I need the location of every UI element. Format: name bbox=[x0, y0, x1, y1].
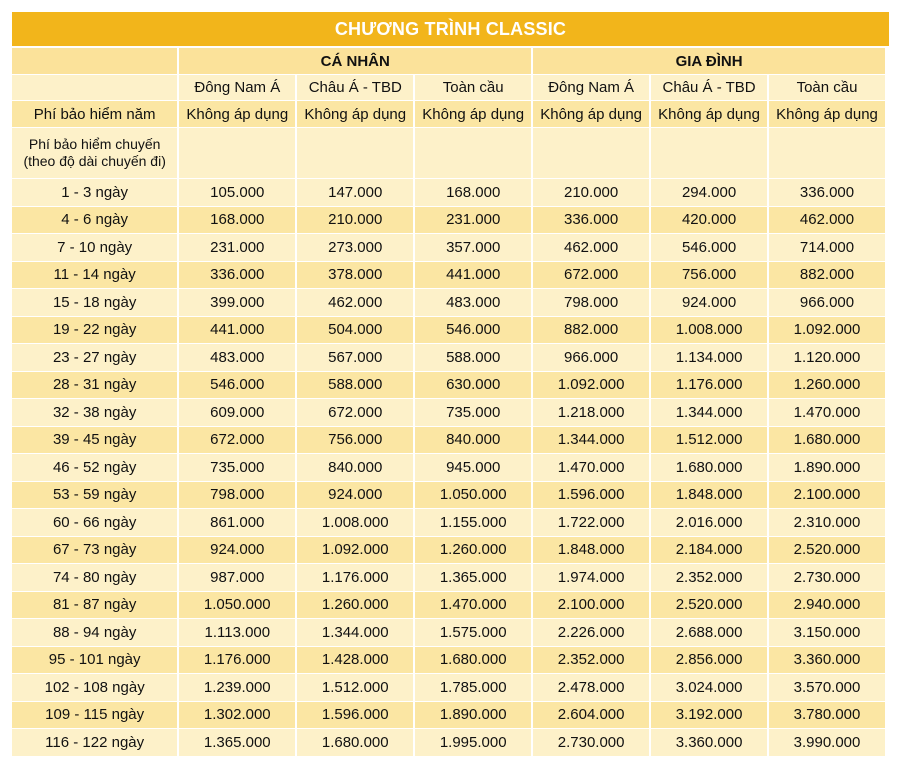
table-row bbox=[12, 372, 885, 399]
trip-premium-label-line1: Phí bảo hiểm chuyến bbox=[28, 136, 161, 152]
price-cell: 966.000 bbox=[769, 289, 885, 316]
price-cell: 2.100.000 bbox=[769, 482, 885, 509]
table-row bbox=[12, 702, 885, 729]
price-cell: 1.134.000 bbox=[651, 344, 767, 371]
price-cell: 2.016.000 bbox=[651, 509, 767, 536]
price-cell: 1.512.000 bbox=[297, 674, 413, 701]
price-cell: 840.000 bbox=[415, 427, 531, 454]
annual-premium-value: Không áp dụng bbox=[179, 101, 295, 127]
empty-cell bbox=[533, 128, 649, 178]
price-cell: 1.092.000 bbox=[297, 537, 413, 564]
price-cell: 462.000 bbox=[297, 289, 413, 316]
price-cell: 1.344.000 bbox=[651, 399, 767, 426]
duration-label: 4 - 6 ngày bbox=[12, 207, 177, 234]
price-cell: 1.596.000 bbox=[533, 482, 649, 509]
annual-premium-value: Không áp dụng bbox=[651, 101, 767, 127]
price-cell: 714.000 bbox=[769, 234, 885, 261]
table-row bbox=[12, 647, 885, 674]
price-cell: 231.000 bbox=[179, 234, 295, 261]
price-cell: 2.730.000 bbox=[769, 564, 885, 591]
price-cell: 1.890.000 bbox=[769, 454, 885, 481]
price-cell: 462.000 bbox=[769, 207, 885, 234]
table-row bbox=[12, 179, 885, 206]
table-row bbox=[12, 289, 885, 316]
price-cell: 1.176.000 bbox=[297, 564, 413, 591]
price-cell: 1.260.000 bbox=[297, 592, 413, 619]
price-cell: 1.722.000 bbox=[533, 509, 649, 536]
premium-table bbox=[10, 47, 887, 757]
table-row bbox=[12, 564, 885, 591]
price-cell: 1.302.000 bbox=[179, 702, 295, 729]
price-cell: 588.000 bbox=[297, 372, 413, 399]
empty-cell bbox=[415, 128, 531, 178]
duration-label: 39 - 45 ngày bbox=[12, 427, 177, 454]
price-cell: 3.360.000 bbox=[769, 647, 885, 674]
table-row bbox=[12, 207, 885, 234]
price-cell: 462.000 bbox=[533, 234, 649, 261]
table-row bbox=[12, 729, 885, 756]
region-header: Châu Á - TBD bbox=[297, 75, 413, 100]
price-cell: 840.000 bbox=[297, 454, 413, 481]
duration-label: 28 - 31 ngày bbox=[12, 372, 177, 399]
price-cell: 1.260.000 bbox=[415, 537, 531, 564]
price-cell: 882.000 bbox=[533, 317, 649, 344]
price-cell: 1.890.000 bbox=[415, 702, 531, 729]
duration-label: 19 - 22 ngày bbox=[12, 317, 177, 344]
price-cell: 1.344.000 bbox=[533, 427, 649, 454]
price-cell: 1.050.000 bbox=[179, 592, 295, 619]
table-row bbox=[12, 234, 885, 261]
price-cell: 2.184.000 bbox=[651, 537, 767, 564]
price-cell: 210.000 bbox=[297, 207, 413, 234]
price-cell: 105.000 bbox=[179, 179, 295, 206]
annual-premium-value: Không áp dụng bbox=[533, 101, 649, 127]
price-cell: 378.000 bbox=[297, 262, 413, 289]
price-cell: 2.478.000 bbox=[533, 674, 649, 701]
price-cell: 147.000 bbox=[297, 179, 413, 206]
annual-premium-value: Không áp dụng bbox=[769, 101, 885, 127]
group-header-row bbox=[12, 48, 885, 74]
price-cell: 2.520.000 bbox=[651, 592, 767, 619]
price-cell: 2.310.000 bbox=[769, 509, 885, 536]
price-cell: 2.940.000 bbox=[769, 592, 885, 619]
price-cell: 483.000 bbox=[415, 289, 531, 316]
annual-premium-label: Phí bảo hiểm năm bbox=[12, 101, 177, 127]
price-cell: 1.680.000 bbox=[769, 427, 885, 454]
price-cell: 672.000 bbox=[297, 399, 413, 426]
price-cell: 798.000 bbox=[533, 289, 649, 316]
corner-cell bbox=[12, 48, 177, 74]
price-cell: 1.176.000 bbox=[179, 647, 295, 674]
price-cell: 2.688.000 bbox=[651, 619, 767, 646]
group-individual: CÁ NHÂN bbox=[179, 48, 531, 74]
price-cell: 1.974.000 bbox=[533, 564, 649, 591]
price-cell: 420.000 bbox=[651, 207, 767, 234]
table-row bbox=[12, 262, 885, 289]
price-cell: 756.000 bbox=[651, 262, 767, 289]
price-cell: 231.000 bbox=[415, 207, 531, 234]
price-cell: 1.008.000 bbox=[297, 509, 413, 536]
price-cell: 2.352.000 bbox=[651, 564, 767, 591]
price-cell: 1.218.000 bbox=[533, 399, 649, 426]
price-cell: 1.344.000 bbox=[297, 619, 413, 646]
price-cell: 3.192.000 bbox=[651, 702, 767, 729]
price-cell: 3.990.000 bbox=[769, 729, 885, 756]
group-family: GIA ĐÌNH bbox=[533, 48, 885, 74]
price-cell: 1.680.000 bbox=[651, 454, 767, 481]
duration-label: 1 - 3 ngày bbox=[12, 179, 177, 206]
trip-premium-label-line2: (theo độ dài chuyến đi) bbox=[23, 153, 166, 169]
region-header: Đông Nam Á bbox=[179, 75, 295, 100]
table-row bbox=[12, 592, 885, 619]
price-cell: 546.000 bbox=[651, 234, 767, 261]
region-header-row bbox=[12, 75, 885, 100]
price-cell: 294.000 bbox=[651, 179, 767, 206]
price-cell: 3.360.000 bbox=[651, 729, 767, 756]
price-cell: 735.000 bbox=[179, 454, 295, 481]
price-cell: 609.000 bbox=[179, 399, 295, 426]
region-header: Châu Á - TBD bbox=[651, 75, 767, 100]
price-cell: 336.000 bbox=[533, 207, 649, 234]
price-cell: 336.000 bbox=[769, 179, 885, 206]
price-cell: 987.000 bbox=[179, 564, 295, 591]
price-cell: 2.604.000 bbox=[533, 702, 649, 729]
table-row bbox=[12, 509, 885, 536]
price-cell: 672.000 bbox=[179, 427, 295, 454]
price-cell: 1.260.000 bbox=[769, 372, 885, 399]
price-cell: 1.092.000 bbox=[769, 317, 885, 344]
price-cell: 861.000 bbox=[179, 509, 295, 536]
price-cell: 1.680.000 bbox=[297, 729, 413, 756]
duration-label: 102 - 108 ngày bbox=[12, 674, 177, 701]
duration-label: 60 - 66 ngày bbox=[12, 509, 177, 536]
table-row bbox=[12, 537, 885, 564]
table-row bbox=[12, 317, 885, 344]
annual-premium-value: Không áp dụng bbox=[415, 101, 531, 127]
price-cell: 2.856.000 bbox=[651, 647, 767, 674]
price-cell: 168.000 bbox=[179, 207, 295, 234]
annual-premium-value: Không áp dụng bbox=[297, 101, 413, 127]
price-cell: 1.848.000 bbox=[651, 482, 767, 509]
price-cell: 1.995.000 bbox=[415, 729, 531, 756]
duration-label: 15 - 18 ngày bbox=[12, 289, 177, 316]
empty-cell bbox=[769, 128, 885, 178]
empty-cell bbox=[297, 128, 413, 178]
price-cell: 3.570.000 bbox=[769, 674, 885, 701]
price-cell: 336.000 bbox=[179, 262, 295, 289]
table-row bbox=[12, 399, 885, 426]
price-cell: 1.365.000 bbox=[179, 729, 295, 756]
table-row bbox=[12, 344, 885, 371]
price-cell: 1.239.000 bbox=[179, 674, 295, 701]
duration-label: 23 - 27 ngày bbox=[12, 344, 177, 371]
price-cell: 2.352.000 bbox=[533, 647, 649, 674]
price-cell: 672.000 bbox=[533, 262, 649, 289]
price-cell: 798.000 bbox=[179, 482, 295, 509]
price-cell: 924.000 bbox=[297, 482, 413, 509]
empty-cell bbox=[179, 128, 295, 178]
price-cell: 1.428.000 bbox=[297, 647, 413, 674]
price-cell: 1.050.000 bbox=[415, 482, 531, 509]
price-cell: 945.000 bbox=[415, 454, 531, 481]
price-cell: 2.520.000 bbox=[769, 537, 885, 564]
table-row bbox=[12, 454, 885, 481]
price-cell: 504.000 bbox=[297, 317, 413, 344]
price-cell: 483.000 bbox=[179, 344, 295, 371]
region-header: Đông Nam Á bbox=[533, 75, 649, 100]
price-cell: 3.780.000 bbox=[769, 702, 885, 729]
price-cell: 1.470.000 bbox=[415, 592, 531, 619]
price-cell: 441.000 bbox=[415, 262, 531, 289]
annual-premium-row bbox=[12, 101, 885, 127]
duration-label: 95 - 101 ngày bbox=[12, 647, 177, 674]
duration-label: 81 - 87 ngày bbox=[12, 592, 177, 619]
duration-label: 74 - 80 ngày bbox=[12, 564, 177, 591]
price-cell: 3.150.000 bbox=[769, 619, 885, 646]
price-cell: 630.000 bbox=[415, 372, 531, 399]
table-row bbox=[12, 674, 885, 701]
program-title: CHƯƠNG TRÌNH CLASSIC bbox=[12, 12, 889, 46]
price-cell: 924.000 bbox=[651, 289, 767, 316]
price-cell: 756.000 bbox=[297, 427, 413, 454]
duration-label: 11 - 14 ngày bbox=[12, 262, 177, 289]
region-header: Toàn cầu bbox=[415, 75, 531, 100]
table-row bbox=[12, 619, 885, 646]
duration-label: 7 - 10 ngày bbox=[12, 234, 177, 261]
price-cell: 882.000 bbox=[769, 262, 885, 289]
price-cell: 735.000 bbox=[415, 399, 531, 426]
price-cell: 546.000 bbox=[179, 372, 295, 399]
price-cell: 1.155.000 bbox=[415, 509, 531, 536]
price-cell: 567.000 bbox=[297, 344, 413, 371]
table-row bbox=[12, 427, 885, 454]
price-cell: 2.226.000 bbox=[533, 619, 649, 646]
price-cell: 3.024.000 bbox=[651, 674, 767, 701]
price-cell: 588.000 bbox=[415, 344, 531, 371]
corner-cell bbox=[12, 75, 177, 100]
duration-label: 67 - 73 ngày bbox=[12, 537, 177, 564]
price-cell: 399.000 bbox=[179, 289, 295, 316]
price-cell: 357.000 bbox=[415, 234, 531, 261]
price-cell: 1.680.000 bbox=[415, 647, 531, 674]
price-cell: 546.000 bbox=[415, 317, 531, 344]
price-cell: 924.000 bbox=[179, 537, 295, 564]
duration-label: 109 - 115 ngày bbox=[12, 702, 177, 729]
duration-label: 88 - 94 ngày bbox=[12, 619, 177, 646]
price-cell: 1.008.000 bbox=[651, 317, 767, 344]
price-cell: 273.000 bbox=[297, 234, 413, 261]
trip-premium-row bbox=[12, 128, 885, 178]
price-cell: 1.470.000 bbox=[769, 399, 885, 426]
table-row bbox=[12, 482, 885, 509]
region-header: Toàn cầu bbox=[769, 75, 885, 100]
price-cell: 1.113.000 bbox=[179, 619, 295, 646]
price-cell: 441.000 bbox=[179, 317, 295, 344]
duration-label: 32 - 38 ngày bbox=[12, 399, 177, 426]
price-cell: 1.575.000 bbox=[415, 619, 531, 646]
duration-label: 46 - 52 ngày bbox=[12, 454, 177, 481]
duration-label: 116 - 122 ngày bbox=[12, 729, 177, 756]
trip-premium-label bbox=[12, 128, 177, 178]
price-cell: 1.092.000 bbox=[533, 372, 649, 399]
price-cell: 1.120.000 bbox=[769, 344, 885, 371]
price-cell: 1.848.000 bbox=[533, 537, 649, 564]
duration-label: 53 - 59 ngày bbox=[12, 482, 177, 509]
price-cell: 1.785.000 bbox=[415, 674, 531, 701]
price-cell: 2.100.000 bbox=[533, 592, 649, 619]
price-cell: 2.730.000 bbox=[533, 729, 649, 756]
price-cell: 1.470.000 bbox=[533, 454, 649, 481]
price-cell: 168.000 bbox=[415, 179, 531, 206]
price-cell: 1.512.000 bbox=[651, 427, 767, 454]
price-cell: 210.000 bbox=[533, 179, 649, 206]
price-cell: 1.176.000 bbox=[651, 372, 767, 399]
price-cell: 1.365.000 bbox=[415, 564, 531, 591]
price-cell: 966.000 bbox=[533, 344, 649, 371]
price-cell: 1.596.000 bbox=[297, 702, 413, 729]
empty-cell bbox=[651, 128, 767, 178]
